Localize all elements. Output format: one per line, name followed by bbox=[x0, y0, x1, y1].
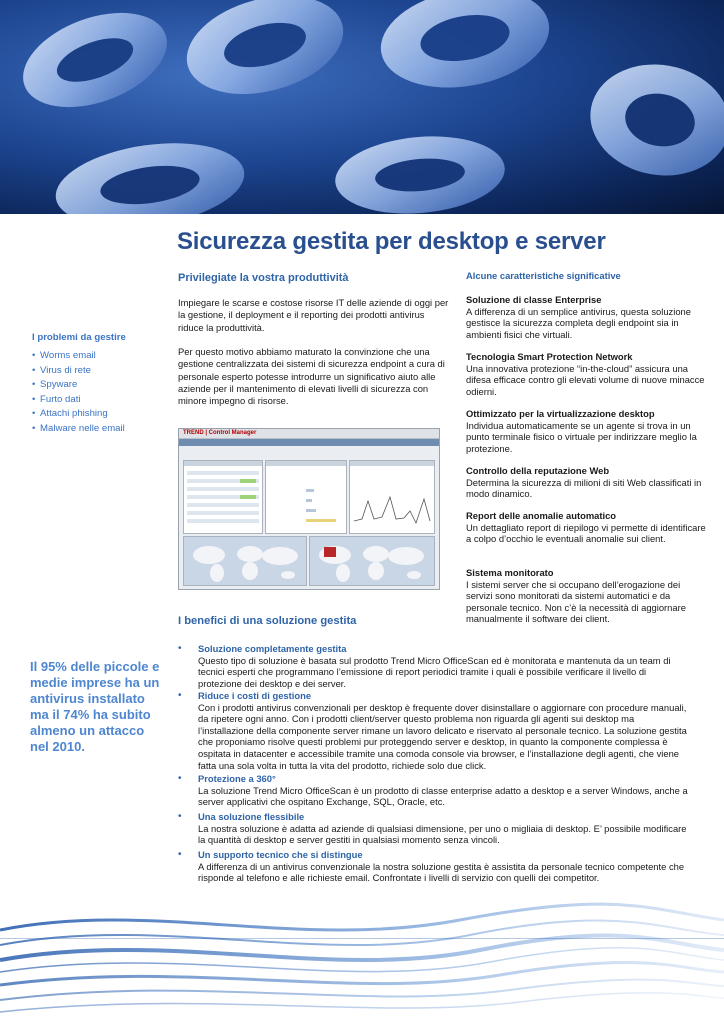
page-title: Sicurezza gestita per desktop e server bbox=[177, 228, 606, 255]
benefit-item: • Una soluzione flessibile La nostra soluzione è adatta ad aziende di qualsiasi dimensione, per uno o migliaia di desktop. E’ possibile modificare la quantità di desktop e server gestiti in qualsiasi momento senza vincoli. bbox=[178, 811, 687, 846]
list-item: • Malware nelle email bbox=[32, 422, 125, 434]
intro-paragraph-2: Per questo motivo abbiamo maturato la convinzione che una gestione centralizzata dei sistemi di sicurezza endpoint a cura di personale esperto potesse introdurre un significativo aiuto alle aziende per il mantenimento di elevati livelli di sicurezza con minore impegno di risorse. bbox=[178, 346, 445, 407]
features-title: Alcune caratteristiche significative bbox=[466, 270, 621, 281]
feature-item: Sistema monitorato I sistemi server che si occupano dell’erogazione dei servizi sono monitorati da sistemi automatici e da personale tecnico. Non c’è la necessità di aggiornare manualmente il software dei client. bbox=[466, 567, 686, 625]
intro-paragraph-1: Impiegare le scarse e costose risorse IT delle aziende di oggi per la gestione, il deployment e il reporting dei prodotti antivirus riduce la produttività. bbox=[178, 297, 449, 333]
problems-list bbox=[32, 349, 125, 436]
sidebar-title: I problemi da gestire bbox=[32, 332, 126, 343]
benefits-title: I benefici di una soluzione gestita bbox=[178, 615, 357, 627]
list-item: • Attachi phishing bbox=[32, 408, 108, 419]
statistic-callout: Il 95% delle piccole e medie imprese ha un antivirus installato ma il 74% ha subito almeno un attacco nel 2010. bbox=[30, 659, 160, 754]
feature-item: Tecnologia Smart Protection Network Una innovativa protezione “in-the-cloud” assicura una difesa efficace contro gli elevati volume di nuove minacce odierni. bbox=[466, 351, 705, 397]
feature-item: Report delle anomalie automatico Un dettagliato report di riepilogo vi permette di identificare a colpo d’occhio le eventuali anomalie sui client. bbox=[466, 510, 706, 545]
feature-item: Controllo della reputazione Web Determina la sicurezza di milioni di siti Web classificati in modo dinamico. bbox=[466, 465, 702, 500]
benefit-item: • Soluzione completamente gestita Questo tipo di soluzione è basata sul prodotto Trend Micro OfficeScan ed è monitorata e mantenuta da un team di tecnici esperti che programmano l’emissione di report periodici tramite i quali è possibile verificare il livello di protezione dei desktop e dei server. bbox=[178, 643, 671, 689]
feature-item: Soluzione di classe Enterprise A differenza di un semplice antivirus, questa soluzione gestisce la sicurezza completa degli endpoint sia in ambienti fisici che virtuali. bbox=[466, 294, 691, 340]
credit-card-digits-graphic bbox=[0, 0, 724, 214]
list-item: • Furto dati bbox=[32, 393, 81, 405]
control-manager-screenshot bbox=[178, 428, 440, 590]
list-item: • Worms email bbox=[32, 350, 96, 361]
intro-subhead: Privilegiate la vostra produttività bbox=[178, 272, 349, 284]
product-logo: TREND | Control Manager bbox=[183, 430, 257, 436]
list-item: • Spyware bbox=[32, 379, 78, 390]
decorative-waves bbox=[0, 890, 724, 1024]
feature-item: Ottimizzato per la virtualizzazione desktop Individua automaticamente se un agente si trova in un punto terminale fisico o virtuale per indirizzare meglio la protezione. bbox=[466, 408, 697, 454]
benefit-item: • Protezione a 360° La soluzione Trend Micro OfficeScan è un prodotto di classe enterprise adatto a desktop e a server Windows, anche a server applicativi che ospitano Exchange, SQL, Oracle, etc. bbox=[178, 773, 688, 808]
benefit-item: • Riduce i costi di gestione Con i prodotti antivirus convenzionali per desktop è frequente dover disinstallare o aggiornare con procedure manuali, da ripetere ogni anno. Con i prodotti client/server questo problema non riguarda gli agenti sui desktop ma l’installazione della componente server rimane un lavoro delicato e riservato al personale tecnico. La soluzione gestita che proponiamo risolve questi problemi pur proteggendo server e desktop, in quanto la componente complessa è ospitata in datacenter e accessibile tramite una comoda console via browser, e l’installazione degli agenti, che viene fatta una sola volta in tutta la vita del prodotto, richiede solo due click. bbox=[178, 690, 687, 771]
benefit-item: • Un supporto tecnico che si distingue A differenza di un antivirus convenzionale la nostra soluzione gestita è assistita da personale tecnico competente che risponde al telefono e alle richieste email. Confrontate i livelli di servizio con quelli dei competitor. bbox=[178, 849, 685, 884]
list-item: • Virus di rete bbox=[32, 364, 92, 376]
header-image bbox=[0, 0, 724, 214]
